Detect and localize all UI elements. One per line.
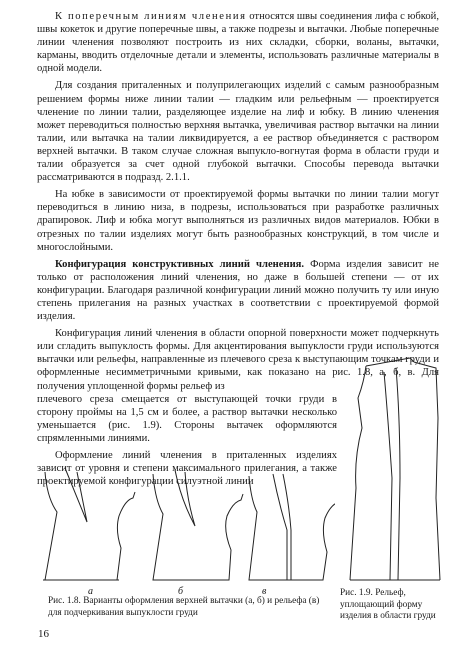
paragraph-4 <box>37 258 439 323</box>
pattern-a <box>43 468 135 580</box>
paragraph-1-lead: К поперечным линиям членения <box>55 11 247 22</box>
figure-label-c: в <box>262 586 267 597</box>
paragraph-2: Для создания приталенных и полуприлегающих изделий с самым разнообразным решением формы ниже линии талии — гладким или рельефным — проектируется членение по линии талии, разделяющее изделие на лиф и юбку. В линию членения может переводиться полностью верхняя вытачка, увеличивая раствор вытачки на линии талии, или вытачка на талии ликвидируется, а ее раствор объединяется с раствором верхней вытачки. В таком случае сложная выпукло-вогнутая форма в области груди и талии образуется за счет одной глубокой вытачки. Способы перевода вытачки рассматриваются в подразд. 2.1.1. <box>37 80 439 184</box>
paragraph-5b: плечевого среза смещается от выступающей точки груди в сторону проймы на 1,5 см и более, а раствор вытачки несколько уменьшается (рис. 1.9). Стороны вытачек оформляются спрямленными линиями. <box>37 393 337 444</box>
figure-label-b: б <box>178 586 184 597</box>
paragraph-1 <box>37 10 439 75</box>
paragraph-4-text: Форма изделия зависит не только от расположения линий членения, но даже в большей степени — от их конфигурации. Благодаря различной конфигурации линий можно получить ту или иную степень прилегания на разных участках в соответствии с проектируемой формой изделия. <box>37 258 439 323</box>
page-number: 16 <box>38 628 49 640</box>
figure-label-a: а <box>88 586 93 597</box>
paragraph-6: Оформление линий членения в приталенных изделиях зависит от уровня и степени максимального прилегания, а также проектируемой конфигурации силуэтной линии <box>37 450 337 488</box>
paragraph-1-text: относятся швы соединения лифа с юбкой, швы кокеток и другие поперечные швы, а также подрезы и вытачки. Любые поперечные линии членения позволяют построить из них складки, сборки, воланы, вытачки, карманы, вводить отделочные детали и элементы, использовать различные материалы в одной модели. <box>37 11 439 75</box>
paragraph-3: На юбке в зависимости от проектируемой формы вытачки по линии талии могут переводиться в линию низа, в подрезы, использоваться при разработке различных драпировок. Лиф и юбка могут выполняться из различных видов материалов. Юбки в отрезных по талии изделиях могут быть разнообразных конструкций, в том числе и многослойными. <box>37 189 439 253</box>
figure-1-9-caption: Рис. 1.9. Рельеф, уплощающий форму изделия в области груди <box>340 588 436 621</box>
paragraph-4-heading: Конфигурация конструктивных линий членения. <box>55 258 305 270</box>
figure-1-8-caption: Рис. 1.8. Варианты оформления верхней вытачки (а, б) и рельефа (в) для подчеркивания выпуклости груди <box>48 596 320 618</box>
figure-1-9-drawing <box>344 358 444 588</box>
paragraph-5a: Конфигурация линий членения в области опорной поверхности может подчеркнуть или сгладить выпуклость формы. Для акцентирования выпуклости груди используются вытачки или рельефы, направленные из плечевого среза к выступающим точкам груди и оформленные несимметричными кривыми, как показано на рис. 1.8, а, б, в. Для получения уплощенной формы рельеф из <box>37 328 439 392</box>
figure-1-8-drawings <box>35 460 335 590</box>
pattern-b <box>153 470 243 580</box>
pattern-c <box>249 474 335 580</box>
